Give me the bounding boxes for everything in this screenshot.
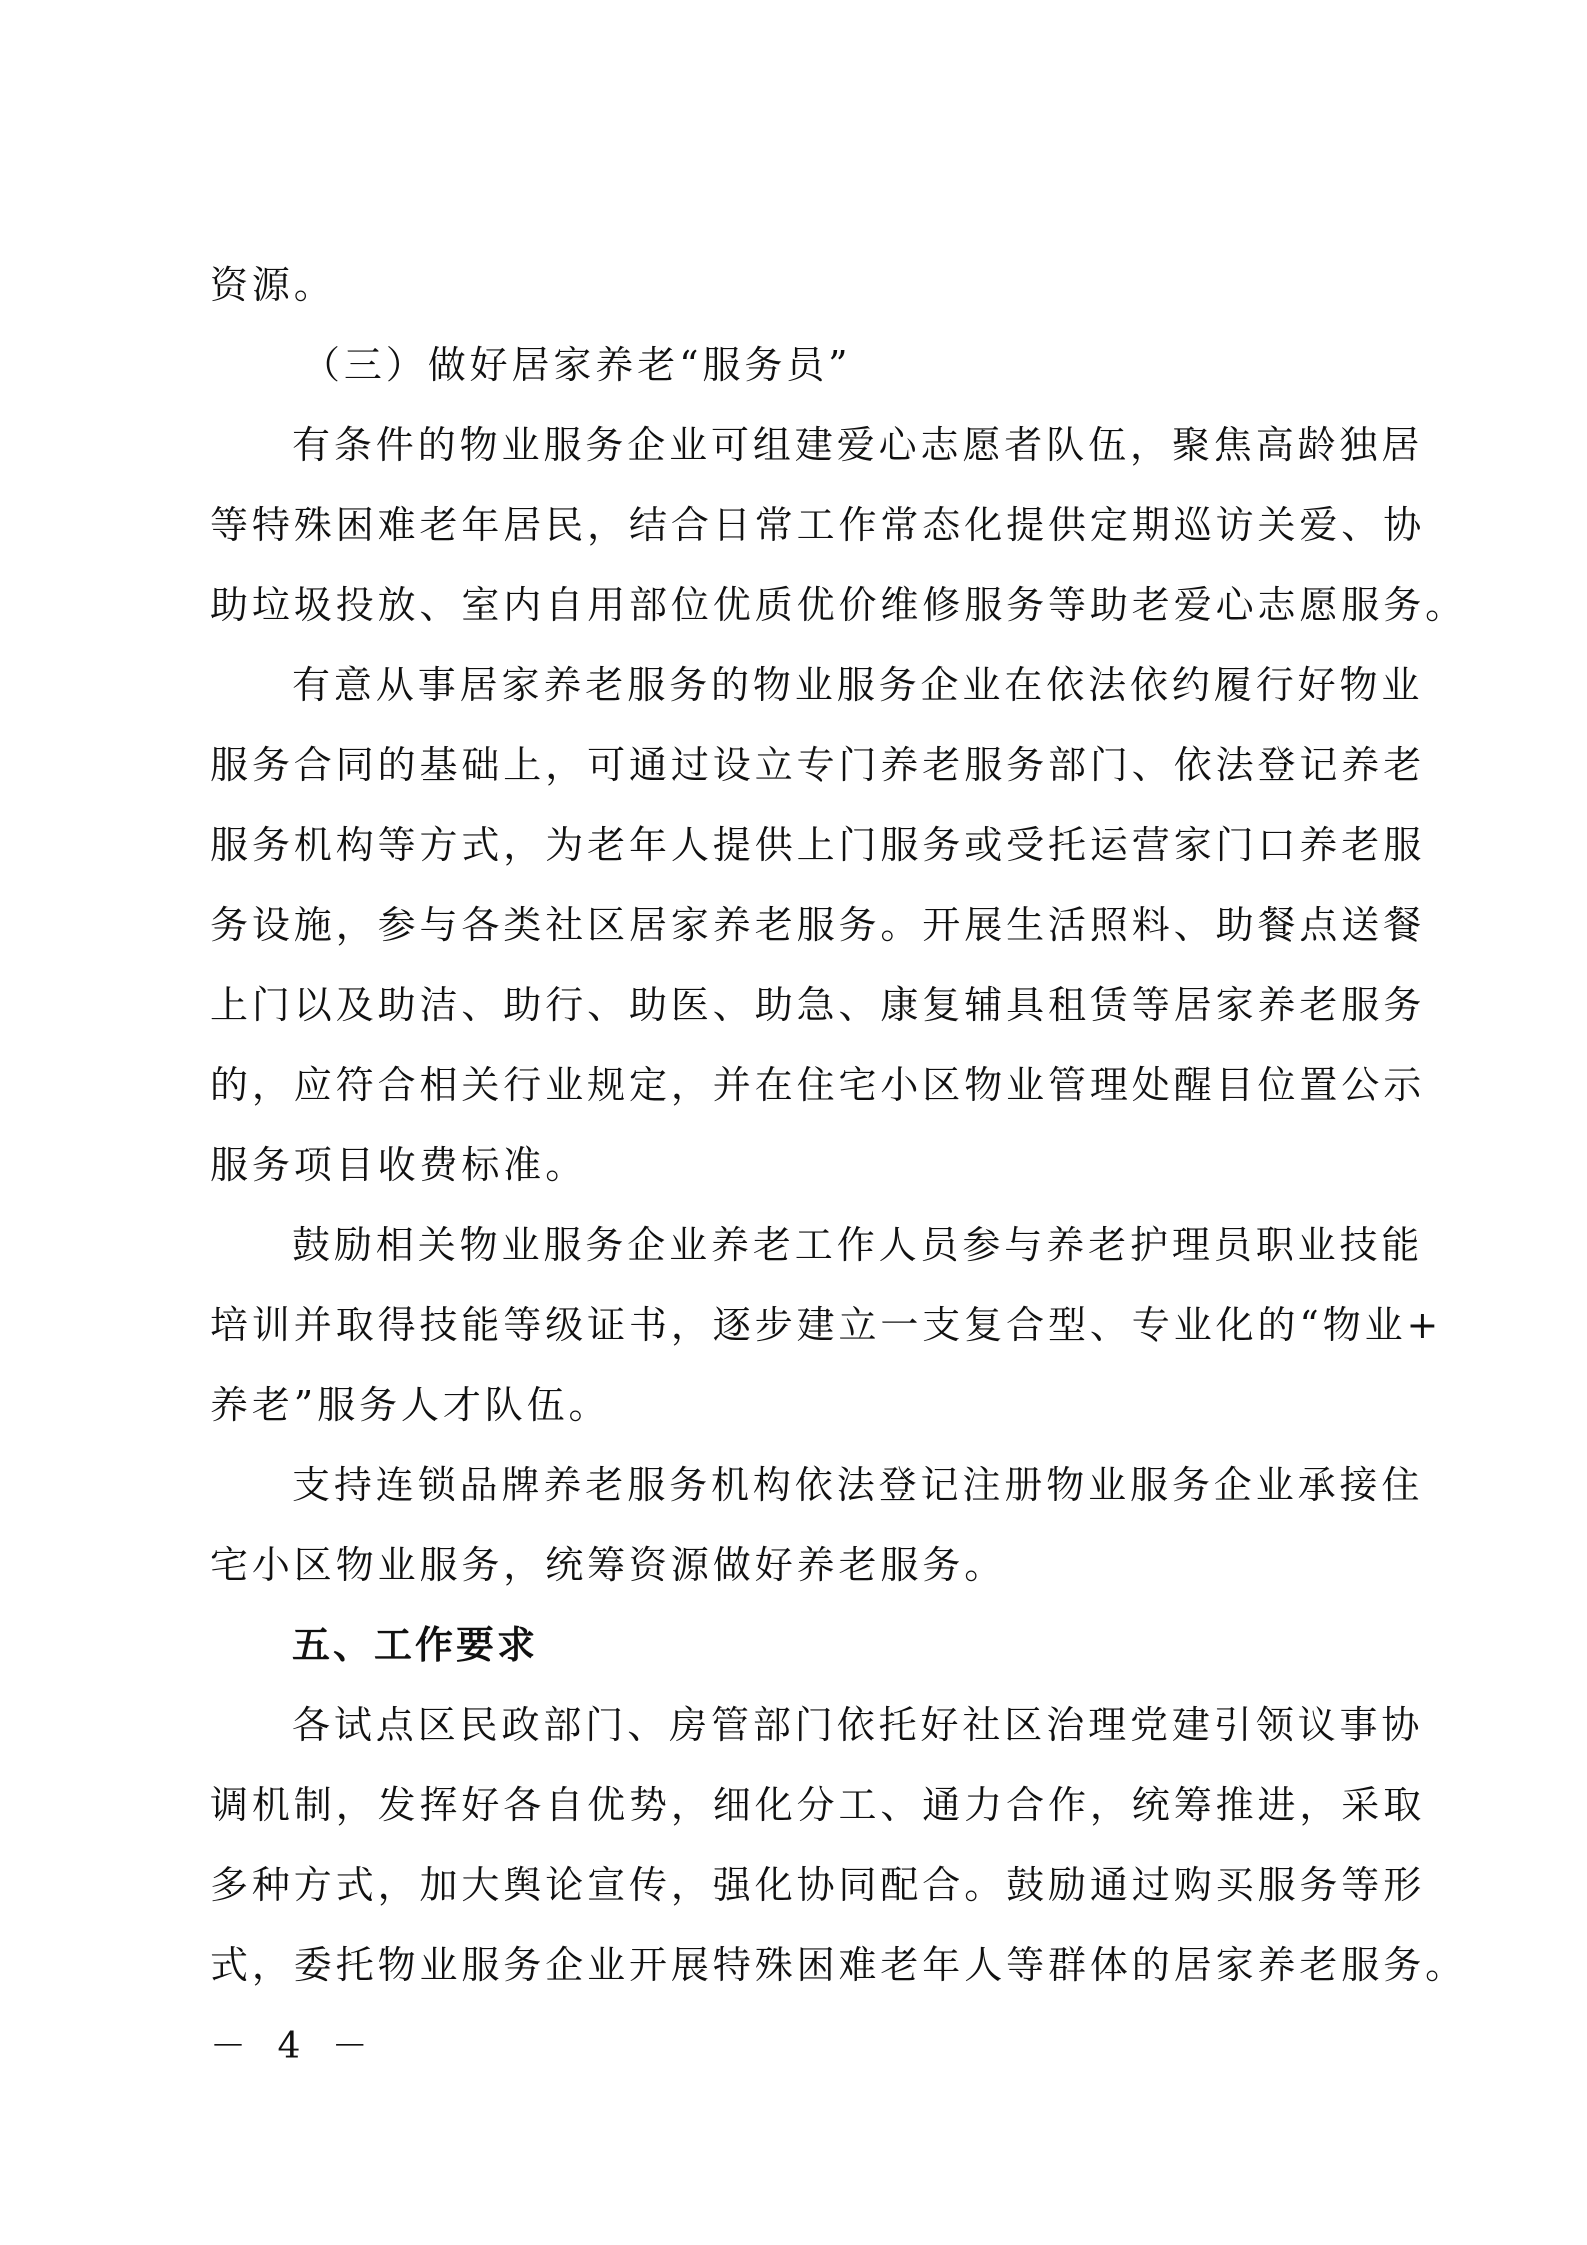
paragraph-line: 的，应符合相关行业规定，并在住宅小区物业管理处醒目位置公示	[210, 1063, 1426, 1107]
paragraph-line: 各试点区民政部门、房管部门依托好社区治理党建引领议事协	[292, 1703, 1424, 1747]
paragraph-line: 服务项目收费标准。	[210, 1143, 588, 1187]
paragraph-line: 鼓励相关物业服务企业养老工作人员参与养老护理员职业技能	[292, 1223, 1424, 1267]
paragraph-line: 有条件的物业服务企业可组建爱心志愿者队伍，聚焦高龄独居	[292, 423, 1424, 467]
section-subheading: （三）做好居家养老“服务员”	[302, 343, 852, 387]
paragraph-line: 培训并取得技能等级证书，逐步建立一支复合型、专业化的“物业+	[210, 1303, 1443, 1347]
paragraph-line: 支持连锁品牌养老服务机构依法登记注册物业服务企业承接住	[292, 1463, 1424, 1507]
document-body	[210, 245, 1468, 2005]
paragraph-line: 等特殊困难老年居民，结合日常工作常态化提供定期巡访关爱、协	[210, 503, 1426, 547]
paragraph-line: 务设施，参与各类社区居家养老服务。开展生活照料、助餐点送餐	[210, 903, 1426, 947]
paragraph-line: 服务合同的基础上，可通过设立专门养老服务部门、依法登记养老	[210, 743, 1426, 787]
paragraph-line: 资源。	[210, 263, 336, 307]
paragraph-line: 助垃圾投放、室内自用部位优质优价维修服务等助老爱心志愿服务。	[210, 583, 1468, 627]
paragraph-line: 养老”服务人才队伍。	[210, 1383, 611, 1427]
paragraph-line: 宅小区物业服务，统筹资源做好养老服务。	[210, 1543, 1007, 1587]
paragraph-line: 多种方式，加大舆论宣传，强化协同配合。鼓励通过购买服务等形	[210, 1863, 1426, 1907]
paragraph-line: 有意从事居家养老服务的物业服务企业在依法依约履行好物业	[292, 663, 1424, 707]
paragraph-line: 上门以及助洁、助行、助医、助急、康复辅具租赁等居家养老服务	[210, 983, 1426, 1027]
paragraph-line: 式，委托物业服务企业开展特殊困难老年人等群体的居家养老服务。	[210, 1943, 1468, 1987]
paragraph-line: 服务机构等方式，为老年人提供上门服务或受托运营家门口养老服	[210, 823, 1426, 867]
section-heading: 五、工作要求	[292, 1623, 539, 1667]
paragraph-line: 调机制，发挥好各自优势，细化分工、通力合作，统筹推进，采取	[210, 1783, 1426, 1827]
page-number: － 4 －	[210, 2026, 378, 2067]
